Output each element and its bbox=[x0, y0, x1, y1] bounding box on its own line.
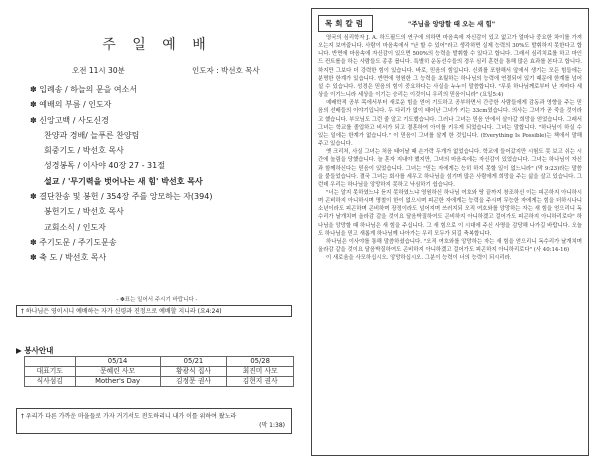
table-cell: 최진미 사모 bbox=[227, 367, 294, 377]
table-cell bbox=[25, 357, 76, 367]
order-item: 성경봉독 / 이사야 40장 27 - 31절 bbox=[44, 161, 165, 171]
column-paragraph: "너는 알지 못하였느냐 듣지 못하였느냐 영원하신 하나님 여호와 땅 끝까지 창조하신 이는 피곤하지 아니하시며 곤비하지 아니하시며 명철이 한이 없으시며 피곤한 자에게는 능력을 주시며 무능한 자에게는 힘을 더하시나니 소년이라도 피곤하며 곤비하며 장정이라도 넘어지며 쓰러지되 오직 여호와를 앙망하는 자는 새 힘을 얻으리니 독수리가 날개치며 올라감 같을 것이요 달음박질하여도 곤비하지 아니하겠고 걸어가도 피곤하지 아니하리로다" 하나님을 앙망할 때 하나님은 새 힘을 주십니다. 그 새 힘으로 이 시대에 주신 사명을 감당해 나가길 바랍니다. 오늘도 하나님을 믿고 새롭게 하나님께 나아가는 우리 모두가 되길 축복합니다. bbox=[318, 189, 582, 237]
order-item: ✽ 예배의 부름 / 인도자 bbox=[30, 100, 112, 110]
column-body bbox=[318, 34, 582, 262]
table-cell: 식사섬김 bbox=[25, 377, 76, 387]
table-cell: 황광식 집사 bbox=[160, 367, 227, 377]
service-time: 오전 11시 30분 bbox=[72, 66, 125, 75]
order-item: ✽ 결단찬송 및 봉헌 / 354장 주를 앙모하는 자(394) bbox=[30, 192, 213, 202]
column-paragraph: 이 새로움을 사모하십시오. 앙망하십시오. 그분이 능력이 너의 능력이 되시리라. bbox=[326, 255, 512, 262]
page-title: 주 일 예 배 bbox=[102, 37, 212, 53]
order-item: 회중기도 / 박선호 목사 bbox=[44, 146, 124, 156]
order-item: 찬양과 경배/ 늘푸른 찬양팀 bbox=[44, 130, 140, 140]
column-tag: 목회칼럼 bbox=[318, 15, 373, 32]
pastor-column bbox=[311, 8, 589, 456]
table-cell: 대표기도 bbox=[25, 367, 76, 377]
table-header-row bbox=[25, 357, 294, 367]
verse-text: † 우리가 다른 가까운 마을들로 가자 거기서도 전도하리니 내가 이를 위하여 왔노라 bbox=[21, 413, 237, 420]
column-paragraph: 영국의 심리학자 J. A. 하드필드의 연구에 의하면 마음속에 자신감이 있고 없고가 얼마나 중요한 차이를 가져오는지 보여줍니다. 사람이 마음속에서 "난 할 수 있어"라고 생각하면 실제 능력의 30%도 발휘하지 못한다고 합니다. 반면에 마음속에 자신감이 있으면 500%의 능력을 발휘할 수 있다고 합니다. 그래서 심리치료를 하고 마인드 컨트롤을 하는 사람들도 종종 봅니다. 특별히 운동선수들의 경우 심리 훈련을 통해 많은 효과를 본다고 합니다. 하지만 그보다 더 강력한 힘이 있습니다. 바로, 믿음의 힘입니다. 신뢰를 포함해서 앞에서 생기는 모든 힘들에는 분명한 한계가 있습니다. 반면에 영원한 그 능력을 초월하는 하나님의 능력에 연결되어 있기 때문에 한계를 넘어설 수 있습니다. 성경은 믿음의 힘이 중요하다는 사실을 누누이 말씀합니다. "무릇 하나님께로부터 난 자마다 세상을 이기느니라 세상을 이기는 승리는 이것이니 우리의 믿음이니라" (요일5:4) bbox=[318, 35, 582, 99]
column-paragraph: 하나님은 이사야를 통해 말씀하셨습니다. "오직 여호와를 앙망하는 자는 새 힘을 얻으리니 독수리가 날개치며 올라감 같을 것이요 달음박질하여도 곤비하지 아니하겠고 걸어가도 피곤하지 아니하리로다" (사 40:14-16) bbox=[318, 238, 582, 254]
order-item: 설교 / '무기력을 벗어나는 새 힘' 박선호 목사 bbox=[44, 176, 203, 186]
order-item: ✽ 주기도문 / 주기도문송 bbox=[30, 237, 117, 247]
table-row bbox=[25, 367, 294, 377]
table-row bbox=[25, 377, 294, 387]
standing-note: - ✽표는 일어서 주시기 바랍니다 - bbox=[116, 297, 198, 303]
order-of-worship bbox=[30, 82, 300, 266]
order-item: ✽ 입례송 / 하늘의 문을 여소서 bbox=[30, 85, 138, 94]
table-cell: 05/21 bbox=[160, 357, 227, 367]
verse-box-top: † 하나님은 영이시니 예배하는 자가 신령과 진정으로 예배할 지니라 (요4:24) bbox=[16, 305, 292, 317]
verse-box-bottom bbox=[16, 408, 292, 434]
order-item: 봉헌기도 / 박선호 목사 bbox=[44, 207, 124, 217]
verse-reference: (막 1:38) bbox=[259, 422, 285, 429]
table-cell: 김현지 권사 bbox=[227, 377, 294, 387]
table-cell: 05/14 bbox=[75, 357, 160, 367]
column-paragraph: 옛 크리처, 사실 그녀는 처음 태어날 때 손가락 두개가 없었습니다. 학교에 들어갔지만 시험도 못 보고 쉬는 시간에 놀림을 당했습니다. 늘 혼자 지내야 했지만, 그녀의 마음속에는 자신감이 있었습니다. 그녀는 하나님이 자신과 함께하신다는 믿음이 있었습니다. 그녀는 "믿는 자에게는 능히 하지 못할 일이 없느니라" (막 9:23)라는 말씀을 붙들었습니다. 결국 그녀는 회사를 세우고 하나님을 섬기며 많은 사람에게 희망을 주는 삶을 살고 있습니다. 그런데 우리는 하나님을 앙망하지 못하고 낙심하기 쉽습니다. bbox=[318, 149, 582, 188]
order-item: ✽ 신앙고백 / 사도신경 bbox=[30, 115, 109, 125]
service-presider: 인도자 : 박선호 목사 bbox=[192, 66, 260, 75]
table-cell: Mother's Day bbox=[75, 377, 160, 387]
service-table bbox=[24, 356, 294, 387]
service-heading: ▶ 봉사안내 bbox=[16, 346, 54, 355]
table-cell: 05/28 bbox=[227, 357, 294, 367]
table-cell: 김정문 권사 bbox=[160, 377, 227, 387]
order-item: 교회소식 / 인도자 bbox=[44, 222, 106, 232]
worship-order-panel bbox=[14, 6, 300, 456]
column-paragraph: 예배학적 공부 목에서부터 새로운 힘을 얻어 기도하고 공부하면서 간증한 사람들에게 감동과 영향을 주는 믿음의 선배들의 이야기입니다. 두 다리가 없이 태어난 그녀가 키는 33cm였습니다. 의사는 그녀가 곧 죽을 것이라고 했습니다. 부모님도 그런 줄 알고 기도했습니다. 그러나 그녀는 믿음 안에서 살아갈 희망을 얻었습니다. 그래서 그녀는 학교를 졸업하고 비서가 되고 결혼하여 아이를 키우게 되었습니다. 그녀는 말합니다. "하나님이 하실 수 있는 일에는 한계가 없습니다." 이 믿음이 그녀를 살게 한 것입니다. (Everything Is Possible)는 책에서 말해 주고 있습니다. bbox=[318, 100, 582, 148]
column-title: "주님을 앙망할 때 오는 새 힘" bbox=[408, 20, 496, 28]
order-item: ✽ 축 도 / 박선호 목사 bbox=[30, 253, 107, 263]
table-cell: 문혜린 사모 bbox=[75, 367, 160, 377]
